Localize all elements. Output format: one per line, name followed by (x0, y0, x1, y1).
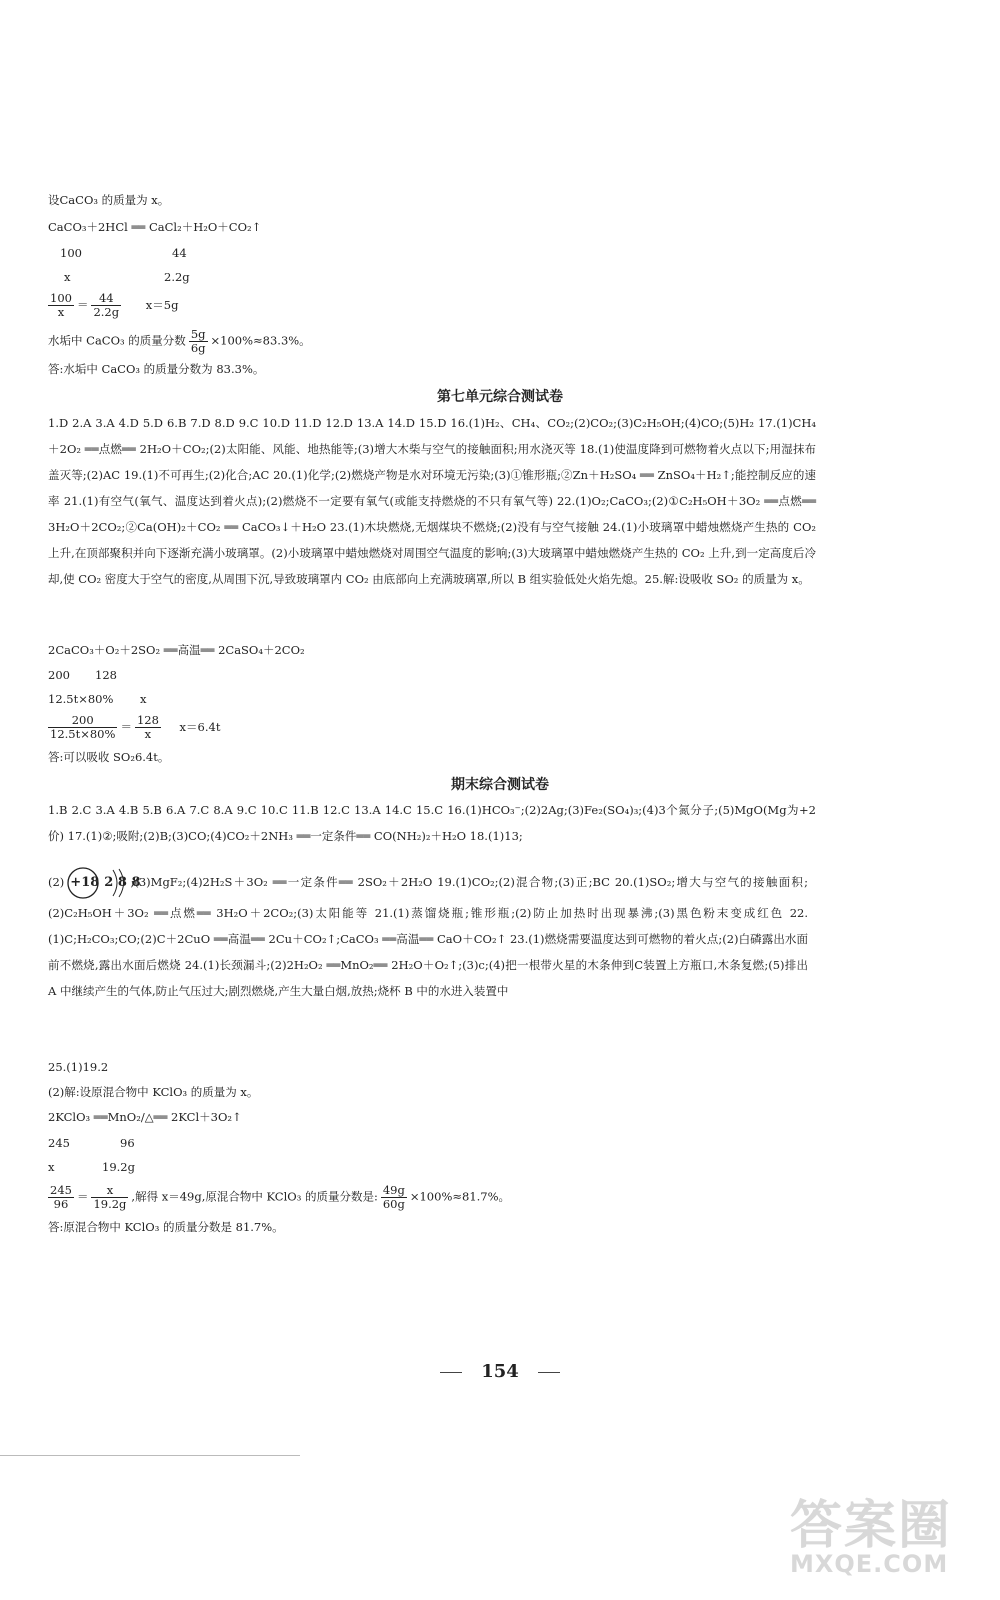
final-answers-2-wrap: (2) +18 2 8 8 ;(3)MgF₂;(4)2H₂S＋3O₂ ══一定条件══ 2SO₂＋2H₂O 19.(1)CO₂;(2)混合物;(3)正;BC 20.(1)SO₂;增大与空气的接触面积;(2)C₂H₅OH＋3O₂ ══点燃══ 3H₂O＋2CO₂;(3)太阳能等 21.(1)蒸馏烧瓶;锥形瓶;(2)防止加热时出现暴沸;(3)黑色粉末变成红色 22.(1)C;H₂CO₃;CO;(2)C＋2CuO ══高温══ 2Cu＋CO₂↑;CaCO₃ ══高温══ CaO＋CO₂↑ 23.(1)燃烧需要温度达到可燃物的着火点;(2)白磷露出水面前不燃烧,露出水面后燃烧 24.(1)长颈漏斗;(2)2H₂O₂ ══MnO₂══ 2H₂O＋O₂↑;(3)c;(4)把一根带火星的木条伸到C装置上方瓶口,木条复燃;(5)排出 A 中继续产生的气体,防止气压过大;剧烈燃烧,产生大量白烟,放热;烧杯 B 中的水进入装置中 (48, 866, 808, 1004)
fraction-den: 6g (190, 341, 206, 355)
ratio-num-a: 100 (50, 291, 72, 305)
unit7-ratio-num-b: 128 (136, 713, 159, 727)
calc-answer: 答:水垢中 CaCO₃ 的质量分数为 83.3%。 (48, 362, 265, 376)
ratio-den-a: x (57, 305, 65, 319)
atom-structure-diagram (66, 866, 141, 900)
unit7-row-1a: 200 (48, 668, 70, 682)
final-q25-1: 25.(1)19.2 (48, 1060, 109, 1074)
final-fraction-num: 49g (382, 1183, 405, 1197)
atom-nucleus-label: +18 (70, 875, 100, 890)
final-fraction-den: 60g (382, 1197, 405, 1211)
calc-ratio: $\frac{100}{x}$ ＝ $\frac{44}{2.2g}$ x＝5g (50, 291, 179, 319)
calc-equation: CaCO₃＋2HCl ══ CaCl₂＋H₂O＋CO₂↑ (48, 220, 262, 234)
unit7-ratio: $\frac{200}{12.5t\times 80\%}$ ＝ $\frac{128}{x}$ x＝6.4t (50, 713, 221, 741)
unit7-ratio-den-b: x (144, 727, 152, 741)
fraction-prefix: 水垢中 CaCO₃ 的质量分数 (48, 333, 186, 348)
final-ratio: $\frac{245}{96}$ ＝ $\frac{x}{19.2g}$ ,解得 x＝49g,原混合物中 KClO₃ 的质量分数是: $\frac{49g}{60g}$ ×100%≈81.7%。 (50, 1183, 511, 1211)
calc-row-1a: 100 (60, 246, 82, 260)
final-answer: 答:原混合物中 KClO₃ 的质量分数是 81.7%。 (48, 1220, 284, 1234)
atom-shells-label: 2 8 8 (104, 875, 141, 890)
unit7-answer: 答:可以吸收 SO₂6.4t。 (48, 750, 170, 764)
final-ratio-result: ,解得 x＝49g,原混合物中 KClO₃ 的质量分数是: (131, 1189, 378, 1204)
final-row-2b: 19.2g (102, 1160, 135, 1174)
final-answers-1: 1.B 2.C 3.A 4.B 5.B 6.A 7.C 8.A 9.C 10.C 11.B 12.C 13.A 14.C 15.C 16.(1)HCO₃⁻;(2)2Ag;(3)Fe₂(SO₄)₃;(4)3个氮分子;(5)MgO(Mg为+2价) 17.(1)②;吸附;(2)B;(3)CO;(4)CO₂＋2NH₃ ══一定条件══ CO(NH₂)₂＋H₂O 18.(1)13; (48, 803, 816, 843)
fraction-suffix: ×100%≈83.3%。 (210, 333, 311, 348)
fraction-num: 5g (190, 327, 206, 341)
electron-shell-arcs-icon (111, 866, 129, 900)
final-ratio-den-a: 96 (53, 1197, 69, 1211)
calc-row-1b: 44 (172, 246, 187, 260)
unit7-row-2b: x (140, 692, 147, 706)
final-equation: 2KClO₃ ══MnO₂/△══ 2KCl＋3O₂↑ (48, 1110, 242, 1124)
calc-fraction (48, 328, 311, 355)
unit7-answers: 1.D 2.A 3.A 4.D 5.D 6.B 7.D 8.D 9.C 10.D 11.D 12.D 13.A 14.D 15.D 16.(1)H₂、CH₄、CO₂;(2)CO₂;(3)C₂H₅OH;(4)CO;(5)H₂ 17.(1)CH₄＋2O₂ ══点燃══ 2H₂O＋CO₂;(2)太阳能、风能、地热能等;(3)增大木柴与空气的接触面积;用水浇灭等 18.(1)使温度降到可燃物着火点以下;用湿抹布盖灭等;(2)AC 19.(1)不可再生;(2)化合;AC 20.(1)化学;(2)燃烧产物是水对环境无污染;(3)①锥形瓶;②Zn＋H₂SO₄ ══ ZnSO₄＋H₂↑;能控制反应的速率 21.(1)有空气(氧气、温度达到着火点);(2)燃烧不一定要有氧气(或能支持燃烧的不只有氧气等) 22.(1)O₂;CaCO₃;(2)①C₂H₅OH＋3O₂ ══点燃══ 3H₂O＋2CO₂;②Ca(OH)₂＋CO₂ ══ CaCO₃↓＋H₂O 23.(1)木块燃烧,无烟煤块不燃烧;(2)没有与空气接触 24.(1)小玻璃罩中蜡烛燃烧产生热的 CO₂ 上升,在顶部聚积并向下逐渐充满小玻璃罩。(2)小玻璃罩中蜡烛燃烧对周围空气温度的影响;(3)大玻璃罩中蜡烛燃烧产生热的 CO₂ 上升,到一定高度后冷却,使 CO₂ 密度大于空气的密度,从周围下沉,导致玻璃罩内 CO₂ 由底部向上充满玻璃罩,所以 B 组实验低处火焰先熄。25.解:设吸收 SO₂ 的质量为 x。 (48, 416, 816, 586)
watermark-url: MXQE.COM (790, 1550, 949, 1578)
final-title: 期末综合测试卷 (451, 777, 549, 793)
final-row-1a: 245 (48, 1136, 70, 1150)
bottom-rule (0, 1455, 300, 1456)
unit7-row-1b: 128 (95, 668, 117, 682)
final-fraction-suffix: ×100%≈81.7%。 (409, 1189, 511, 1204)
ratio-result: x＝5g (145, 297, 179, 312)
watermark-logo-text: 答案圈 (790, 1496, 953, 1556)
final-ratio-num-b: x (91, 1184, 128, 1198)
final-row-1b: 96 (120, 1136, 135, 1150)
page-number-dash-right (538, 1372, 560, 1373)
final-q25-2: (2)解:设原混合物中 KClO₃ 的质量为 x。 (48, 1085, 259, 1099)
page-number: 154 (481, 1361, 519, 1382)
unit7-ratio-num-a: 200 (48, 714, 117, 728)
calc-row-2b: 2.2g (164, 270, 190, 284)
unit7-ratio-den-a: 12.5t×80% (50, 727, 116, 741)
final-answers-2: ;(3)MgF₂;(4)2H₂S＋3O₂ ══一定条件══ 2SO₂＋2H₂O 19.(1)CO₂;(2)混合物;(3)正;BC 20.(1)SO₂;增大与空气的接触面积;(2)C₂H₅OH＋3O₂ ══点燃══ 3H₂O＋2CO₂;(3)太阳能等 21.(1)蒸馏烧瓶;锥形瓶;(2)防止加热时出现暴沸;(3)黑色粉末变成红色 22.(1)C;H₂CO₃;CO;(2)C＋2CuO ══高温══ 2Cu＋CO₂↑;CaCO₃ ══高温══ CaO＋CO₂↑ 23.(1)燃烧需要温度达到可燃物的着火点;(2)白磷露出水面前不燃烧,露出水面后燃烧 24.(1)长颈漏斗;(2)2H₂O₂ ══MnO₂══ 2H₂O＋O₂↑;(3)c;(4)把一根带火星的木条伸到C装置上方瓶口,木条复燃;(5)排出 A 中继续产生的气体,防止气压过大;剧烈燃烧,产生大量白烟,放热;烧杯 B 中的水进入装置中 (48, 875, 808, 998)
final-row-2a: x (48, 1160, 55, 1174)
ratio-num-b: 44 (91, 292, 121, 306)
calc-setup: 设CaCO₃ 的质量为 x。 (48, 193, 170, 207)
unit7-equation: 2CaCO₃＋O₂＋2SO₂ ══高温══ 2CaSO₄＋2CO₂ (48, 643, 305, 657)
watermark (790, 1496, 985, 1592)
calc-row-2a: x (64, 270, 71, 284)
final-ratio-num-a: 245 (50, 1183, 72, 1197)
unit7-ratio-result: x＝6.4t (179, 719, 221, 734)
unit7-row-2a: 12.5t×80% (48, 692, 114, 706)
unit7-title: 第七单元综合测试卷 (437, 389, 563, 405)
final-ratio-den-b: 19.2g (93, 1197, 127, 1211)
ratio-den-b: 2.2g (93, 305, 120, 319)
